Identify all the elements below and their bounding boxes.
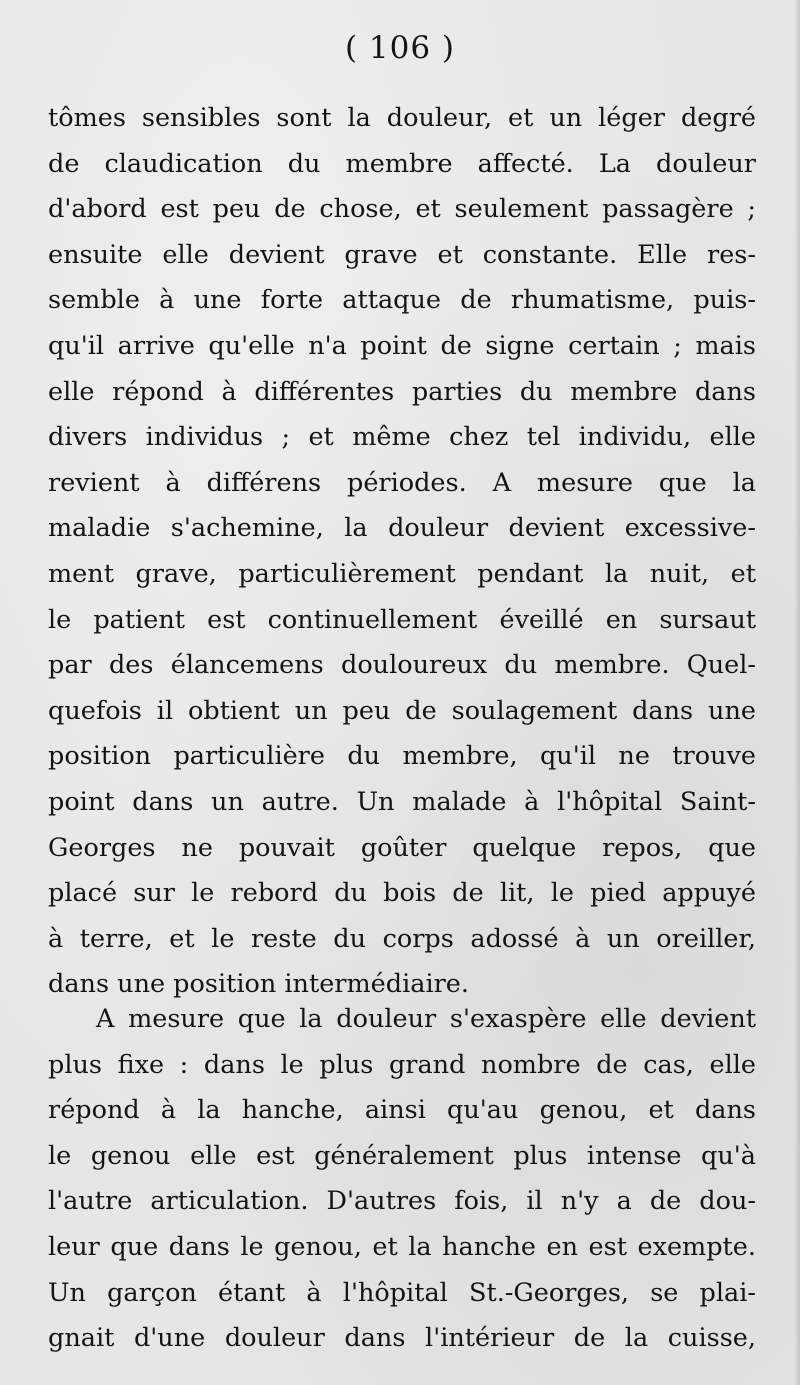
- text-line: revient à différens périodes. A mesure que la: [48, 467, 756, 498]
- page-number: ( 106 ): [344, 30, 456, 66]
- text-line: d'abord est peu de chose, et seulement passagère ;: [48, 194, 756, 225]
- text-line: tômes sensibles sont la douleur, et un léger degré: [48, 103, 756, 133]
- text-line: semble à une forte attaque de rhumatisme, puis-: [48, 285, 756, 316]
- text-line: dans une position intermédiaire.: [48, 969, 469, 1000]
- text-line: maladie s'achemine, la douleur devient excessive-: [48, 513, 756, 544]
- text-line: le patient est continuellement éveillé en sursaut: [48, 604, 756, 635]
- text-line: position particulière du membre, qu'il ne trouve: [48, 741, 756, 772]
- text-line: qu'il arrive qu'elle n'a point de signe certain ; mais: [48, 330, 756, 361]
- text-line: ensuite elle devient grave et constante. Elle res-: [48, 239, 756, 270]
- text-line: l'autre articulation. D'autres fois, il n'y a de dou-: [48, 1186, 756, 1217]
- text-line: ment grave, particulièrement pendant la nuit, et: [48, 558, 756, 589]
- paragraph-1: [48, 96, 756, 1008]
- text-line: quefois il obtient un peu de soulagement dans une: [48, 695, 756, 726]
- text-line: par des élancemens douloureux du membre. Quel-: [48, 650, 756, 681]
- text-line: à terre, et le reste du corps adossé à un oreiller,: [48, 923, 756, 954]
- text-line: gnait d'une douleur dans l'intérieur de la cuisse,: [48, 1323, 756, 1354]
- text-line: Georges ne pouvait goûter quelque repos, que: [48, 832, 756, 863]
- text-line: leur que dans le genou, et la hanche en est exempte.: [48, 1231, 756, 1262]
- text-line: le genou elle est généralement plus intense qu'à: [48, 1140, 756, 1171]
- text-line: plus fixe : dans le plus grand nombre de cas, elle: [48, 1049, 756, 1080]
- text-line: de claudication du membre affecté. La douleur: [48, 148, 756, 179]
- text-line: répond à la hanche, ainsi qu'au genou, et dans: [48, 1095, 756, 1126]
- text-line: A mesure que la douleur s'exaspère elle devient: [96, 1004, 756, 1034]
- text-line: Un garçon étant à l'hôpital St.-Georges, se plai-: [48, 1277, 756, 1308]
- paragraph-2: [48, 997, 756, 1362]
- text-line: elle répond à différentes parties du membre dans: [48, 376, 756, 407]
- text-line: placé sur le rebord du bois de lit, le pied appuyé: [48, 878, 756, 909]
- page-edge-shadow: [794, 0, 800, 1385]
- text-line: point dans un autre. Un malade à l'hôpital Saint-: [48, 786, 756, 817]
- text-line: divers individus ; et même chez tel individu, elle: [48, 422, 756, 453]
